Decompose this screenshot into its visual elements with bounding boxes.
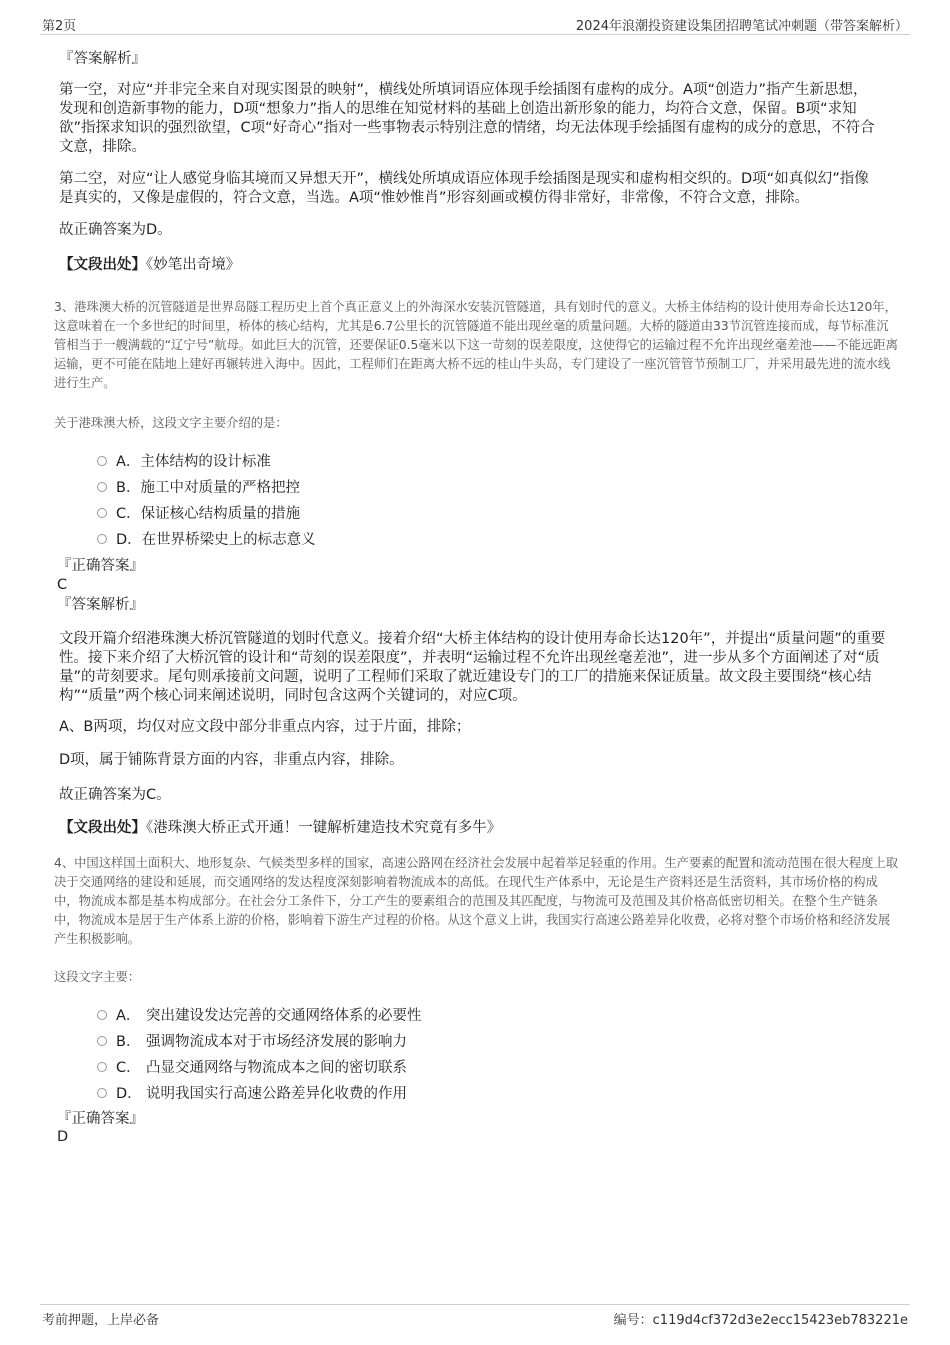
q4-option-text: 突出建设发达完善的交通网络体系的必要性 <box>146 1008 422 1024</box>
q3-passage: 3、港珠澳大桥的沉管隧道是世界岛隧工程历史上首个真正意义上的外海深水安装沉管隧道，具有划时代的意义。大桥主体结构的设计使用寿命长达120年，这意味着在一个多世纪的时间里，桥体的核心结构，尤其是6.7公里长的沉管隧道不能出现丝毫的质量问题。大桥的隧道由33节沉管连接而成，每节标准沉管相当于一艘满载的“辽宁号”航母。如此巨大的沉管，还要保证0.5毫米以下这一苛刻的误差限度，这使得它的运输过程不允许出现丝毫差池——不能远距离运输，更不可能在陆地上建好再辗转进入海中。因此，工程师们在距离大桥不远的桂山牛头岛，专门建设了一座沉管管节预制工厂，并采用最先进的流水线进行生产。 <box>54 300 898 390</box>
q3-analysis-paragraph-2: A、B两项，均仅对应文段中部分非重点内容，过于片面，排除； <box>59 719 471 735</box>
q2-analysis-label: 『答案解析』 <box>59 51 146 67</box>
q4-option-a[interactable] <box>97 1004 422 1024</box>
radio-button-icon[interactable] <box>97 534 107 544</box>
q3-analysis-label: 『答案解析』 <box>57 597 144 613</box>
radio-button-icon[interactable] <box>97 1062 107 1072</box>
q3-option-key: C． <box>116 506 141 522</box>
q3-option-a[interactable] <box>97 450 271 470</box>
radio-button-icon[interactable] <box>97 508 107 518</box>
q3-source-label: 【文段出处】 <box>59 820 146 836</box>
q2-source-label: 【文段出处】 <box>59 257 146 273</box>
q3-option-key: A． <box>116 454 141 470</box>
q3-analysis-paragraph-1: 文段开篇介绍港珠澳大桥沉管隧道的划时代意义。接着介绍“大桥主体结构的设计使用寿命长达120年”，并提出“质量问题”的重要性。接下来介绍了大桥沉管的设计和“苛刻的误差限度”，并表明“运输过程不允许出现丝毫差池”，进一步从多个方面阐述了对“质量”的苛刻要求。尾句则承接前文问题，说明了工程师们采取了就近建设专门的工厂的措施来保证质量。故文段主要围绕“核心结构”“质量”两个核心词来阐述说明，同时包含这两个关键词的，对应C项。 <box>59 631 886 704</box>
q4-question: 这段文字主要： <box>54 970 141 984</box>
q2-source <box>59 256 240 275</box>
radio-button-icon[interactable] <box>97 1010 107 1020</box>
page-number: 第2页 <box>42 19 77 34</box>
q3-option-d[interactable] <box>97 528 316 548</box>
q3-answer: C <box>57 577 68 593</box>
radio-button-icon[interactable] <box>97 1036 107 1046</box>
q3-question: 关于港珠澳大桥，这段文字主要介绍的是： <box>54 416 288 430</box>
q3-option-text: 主体结构的设计标准 <box>140 454 271 470</box>
document-code-label: 编号： <box>613 1313 653 1328</box>
q3-source-title: 《港珠澳大桥正式开通！一键解析建造技术究竟有多牛》 <box>146 820 502 836</box>
q4-passage: 4、中国这样国土面积大、地形复杂、气候类型多样的国家，高速公路网在经济社会发展中起着举足轻重的作用。生产要素的配置和流动范围在很大程度上取决于交通网络的建设和延展，而交通网络的发达程度深刻影响着物流成本的高低。在现代生产体系中，无论是生产资料还是生活资料，其市场价格的构成中，物流成本都是基本构成部分。在社会分工条件下，分工产生的要素组合的范围及其匹配度，与物流可及范围及其价格高低密切相关。在整个生产链条中，物流成本是居于生产体系上游的价格，影响着下游生产过程的价格。从这个意义上讲，我国实行高速公路差异化收费，必将对整个市场价格和经济发展产生积极影响。 <box>54 856 899 946</box>
q2-analysis-paragraph-2: 第二空，对应“让人感觉身临其境而又异想天开”，横线处所填成语应体现手绘插图是现实和虚构相交织的。D项“如真似幻”指像是真实的，又像是虚假的，符合文意，当选。A项“惟妙惟肖”形容刻画或模仿得非常好，非常像，不符合文意，排除。 <box>59 171 869 206</box>
q4-answer-label: 『正确答案』 <box>57 1111 144 1127</box>
q4-option-key: C． <box>116 1060 141 1076</box>
q3-option-text: 施工中对质量的严格把控 <box>140 480 300 496</box>
q2-source-title: 《妙笔出奇境》 <box>146 257 241 273</box>
document-code-value: c119d4cf372d3e2ecc15423eb783221e <box>652 1313 908 1328</box>
page-header <box>40 14 910 35</box>
q3-option-text: 在世界桥梁史上的标志意义 <box>141 532 316 548</box>
radio-button-icon[interactable] <box>97 482 107 492</box>
q4-answer: D <box>57 1129 69 1145</box>
q4-option-key: A． <box>116 1008 141 1024</box>
q3-conclusion: 故正确答案为C。 <box>59 787 171 803</box>
q4-option-text: 说明我国实行高速公路差异化收费的作用 <box>146 1086 407 1102</box>
q2-analysis-paragraph-1: 第一空，对应“并非完全来自对现实图景的映射”，横线处所填词语应体现手绘插图有虚构的成分。A项“创造力”指产生新思想，发现和创造新事物的能力，D项“想象力”指人的思维在知觉材料的基础上创造出新形象的能力，均符合文意，保留。B项“求知欲”指探求知识的强烈欲望，C项“好奇心”指对一些事物表示特别注意的情绪，均无法体现手绘插图有虚构的成分的意思，不符合文意，排除。 <box>59 82 875 155</box>
q3-option-key: D． <box>116 532 142 548</box>
q3-option-text: 保证核心结构质量的措施 <box>140 506 301 522</box>
footer-slogan: 考前押题，上岸必备 <box>42 1313 160 1328</box>
q4-option-key: B． <box>116 1034 141 1050</box>
q3-source <box>59 819 501 838</box>
q2-conclusion: 故正确答案为D。 <box>59 222 172 238</box>
q3-option-key: B． <box>116 480 141 496</box>
q3-option-b[interactable] <box>97 476 300 496</box>
q4-option-text: 强调物流成本对于市场经济发展的影响力 <box>146 1034 407 1050</box>
document-title: 2024年浪潮投资建设集团招聘笔试冲刺题（带答案解析） <box>575 19 908 34</box>
radio-button-icon[interactable] <box>97 456 107 466</box>
page-footer <box>40 1304 910 1327</box>
q3-analysis-paragraph-3: D项，属于铺陈背景方面的内容，非重点内容，排除。 <box>59 752 404 768</box>
q4-option-text: 凸显交通网络与物流成本之间的密切联系 <box>146 1060 407 1076</box>
q4-option-b[interactable] <box>97 1030 407 1050</box>
document-code <box>614 1309 908 1328</box>
q4-option-key: D． <box>116 1086 142 1102</box>
q3-answer-label: 『正确答案』 <box>57 558 144 574</box>
radio-button-icon[interactable] <box>97 1088 107 1098</box>
q3-option-c[interactable] <box>97 502 300 522</box>
q4-option-c[interactable] <box>97 1056 407 1076</box>
q4-option-d[interactable] <box>97 1082 407 1102</box>
